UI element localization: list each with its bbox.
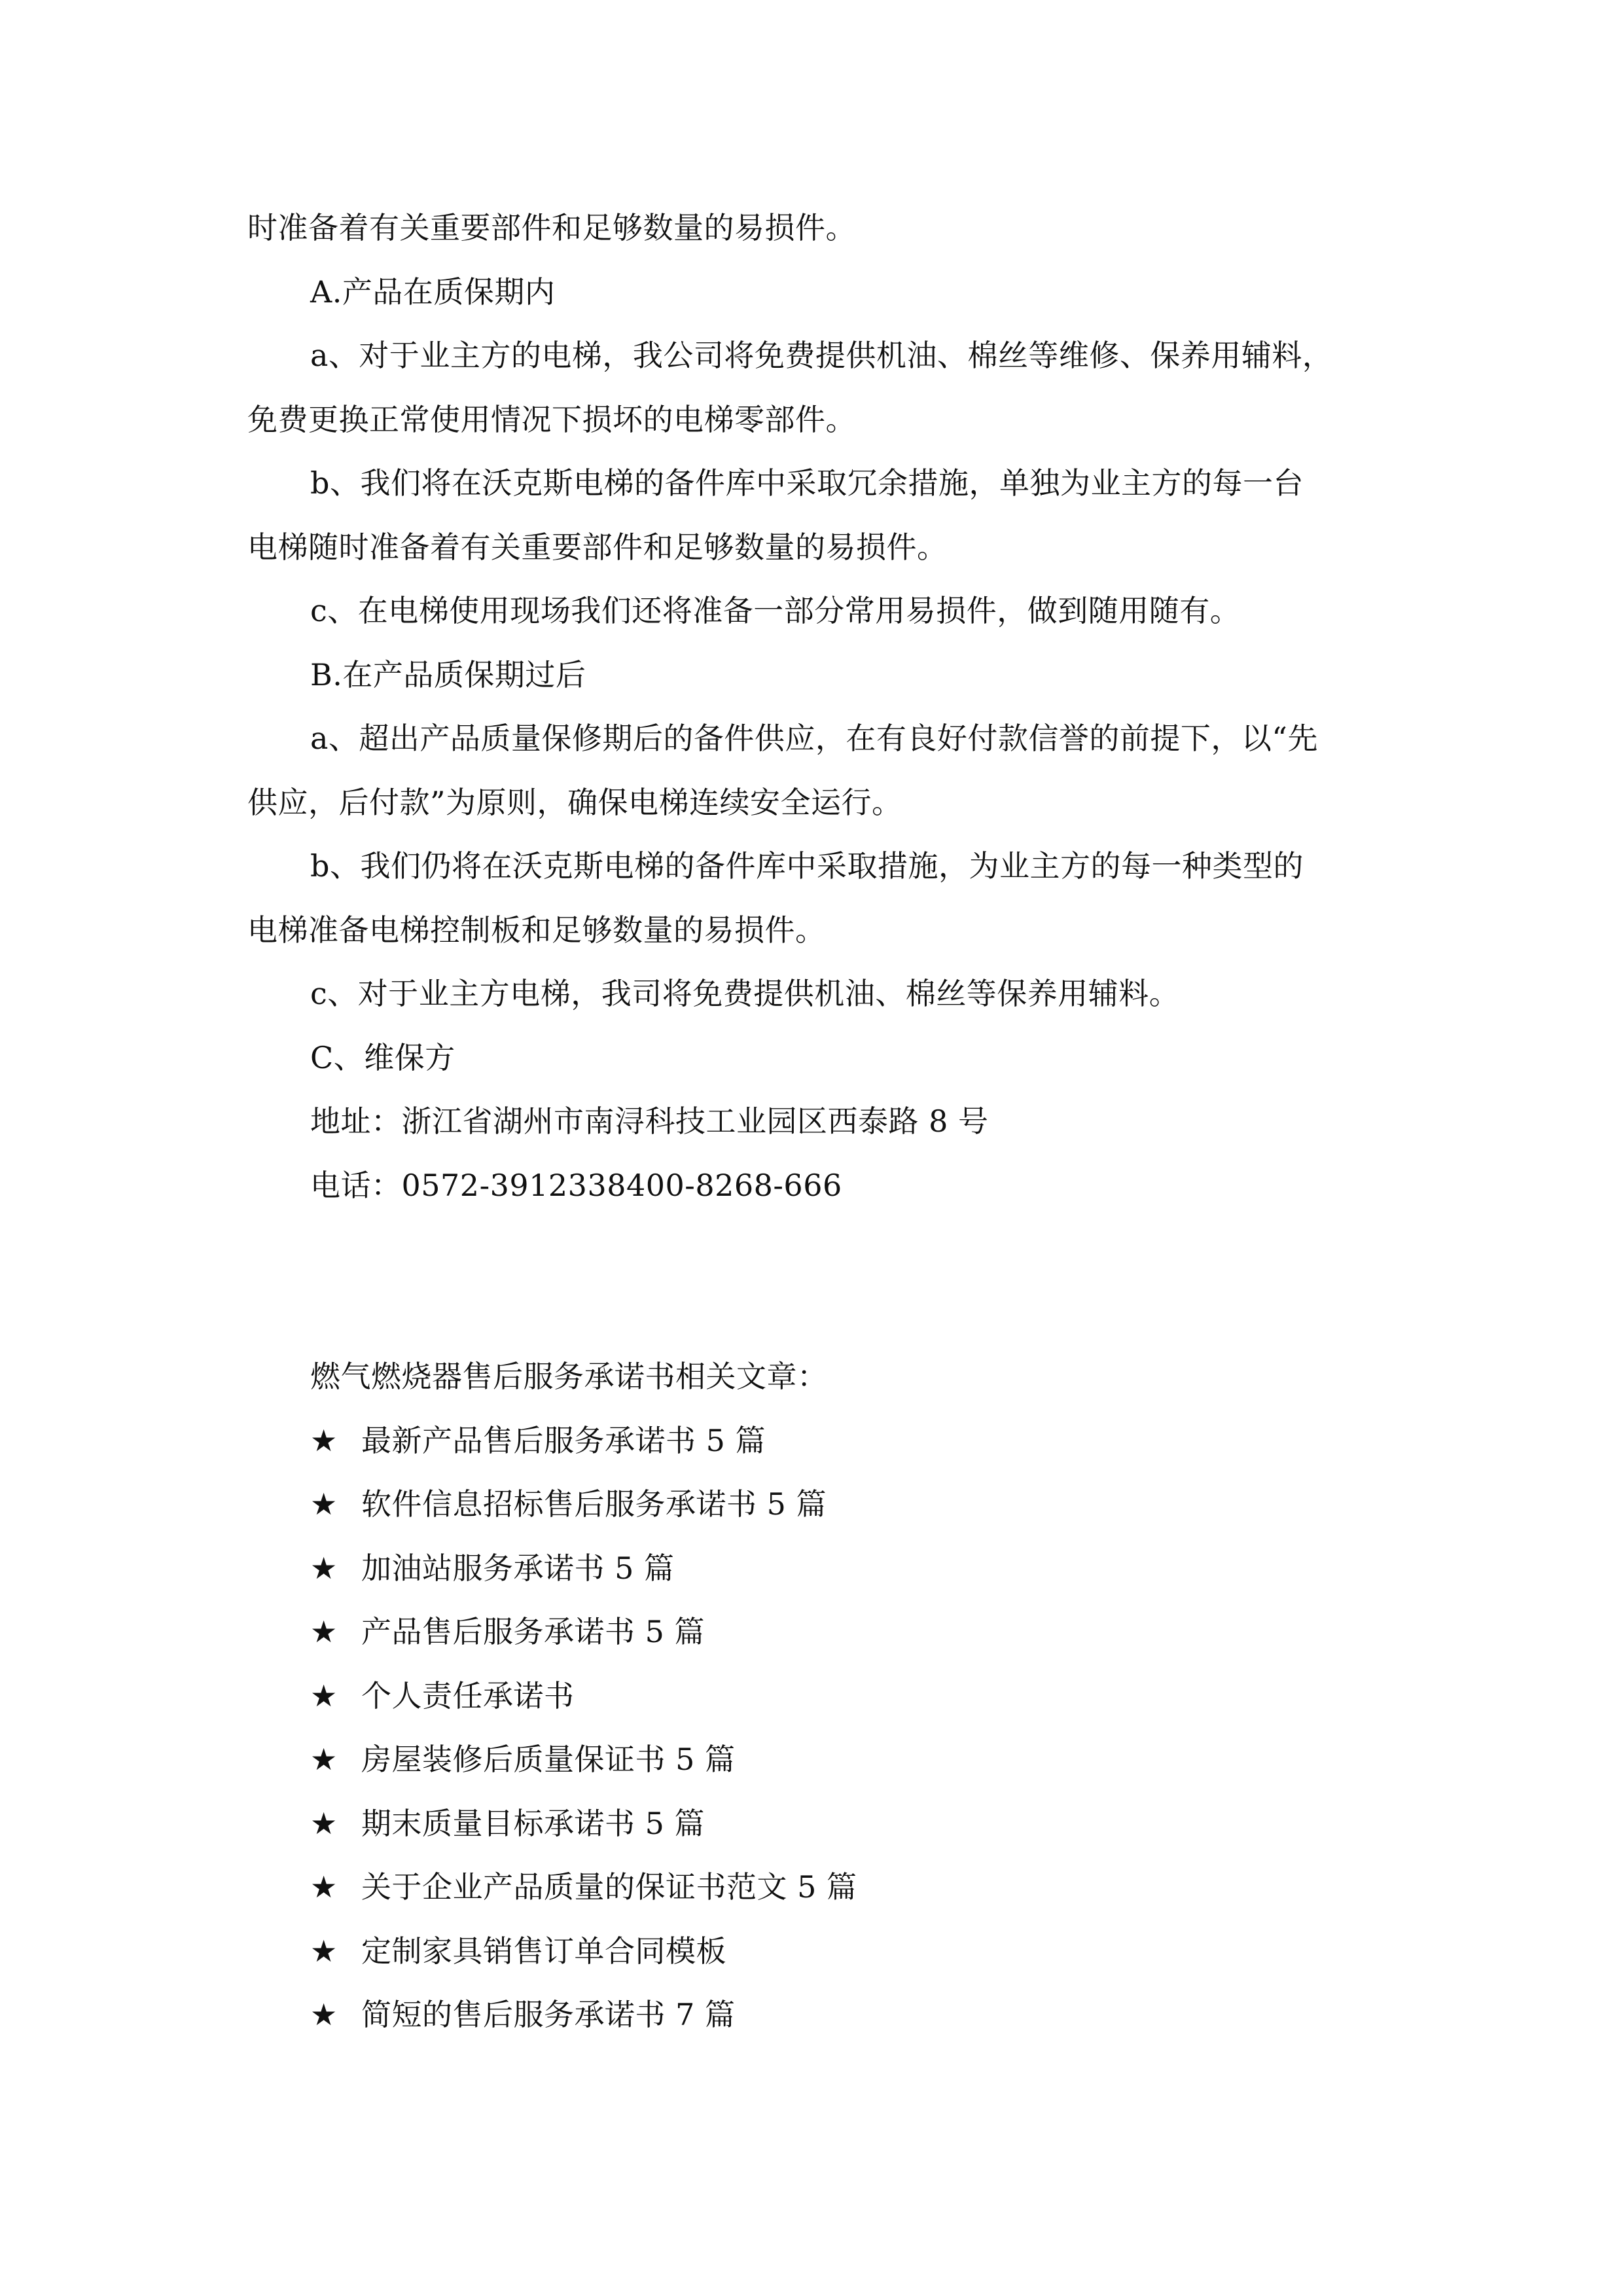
phone-line: 电话：0572-3912338400-8268-666 — [310, 1167, 842, 1203]
paragraph-line: 时准备着有关重要部件和足够数量的易损件。 — [247, 210, 856, 245]
paragraph-line: b、我们仍将在沃克斯电梯的备件库中采取措施，为业主方的每一种类型的 — [310, 848, 1304, 884]
star-icon: ★ — [310, 1997, 338, 2032]
paragraph-line: c、在电梯使用现场我们还将准备一部分常用易损件，做到随用随有。 — [310, 593, 1241, 628]
paragraph-line: a、超出产品质量保修期后的备件供应，在有良好付款信誉的前提下，以“先 — [310, 721, 1318, 756]
related-article-title: 加油站服务承诺书 5 篇 — [361, 1550, 675, 1586]
star-icon: ★ — [310, 1805, 338, 1841]
related-article-link[interactable] — [310, 1600, 1380, 1664]
related-articles-heading: 燃气燃烧器售后服务承诺书相关文章： — [310, 1359, 828, 1394]
paragraph-line: 免费更换正常使用情况下损坏的电梯零部件。 — [247, 401, 856, 437]
related-article-title: 关于企业产品质量的保证书范文 5 篇 — [361, 1869, 857, 1905]
related-article-title: 期末质量目标承诺书 5 篇 — [361, 1805, 705, 1841]
paragraph-line: 供应，后付款”为原则，确保电梯连续安全运行。 — [247, 784, 902, 820]
star-icon: ★ — [310, 1869, 338, 1905]
star-icon: ★ — [310, 1486, 338, 1522]
related-article-link[interactable] — [310, 1856, 1380, 1920]
document-body — [247, 196, 1380, 1217]
related-article-title: 软件信息招标售后服务承诺书 5 篇 — [361, 1486, 827, 1522]
related-article-link[interactable] — [310, 1983, 1380, 2047]
star-icon: ★ — [310, 1614, 338, 1649]
paragraph-line: a、对于业主方的电梯，我公司将免费提供机油、棉丝等维修、保养用辅料， — [310, 338, 1333, 373]
paragraph-line: b、我们将在沃克斯电梯的备件库中采取冗余措施，单独为业主方的每一台 — [310, 465, 1304, 501]
star-icon: ★ — [310, 1550, 338, 1586]
related-article-title: 产品售后服务承诺书 5 篇 — [361, 1614, 705, 1649]
section-heading-a: A.产品在质保期内 — [310, 274, 556, 310]
section-heading-c: C、维保方 — [310, 1039, 455, 1075]
related-articles — [310, 1345, 1380, 2047]
star-icon: ★ — [310, 1742, 338, 1777]
paragraph-line: 电梯准备电梯控制板和足够数量的易损件。 — [247, 912, 826, 948]
related-article-link[interactable] — [310, 1728, 1380, 1792]
related-article-title: 房屋装修后质量保证书 5 篇 — [361, 1742, 736, 1777]
star-icon: ★ — [310, 1677, 338, 1713]
paragraph-line: c、对于业主方电梯，我司将免费提供机油、棉丝等保养用辅料。 — [310, 976, 1180, 1011]
paragraph-line: 电梯随时准备着有关重要部件和足够数量的易损件。 — [247, 529, 948, 565]
related-article-title: 最新产品售后服务承诺书 5 篇 — [361, 1422, 766, 1458]
star-icon: ★ — [310, 1422, 338, 1458]
address-line: 地址：浙江省湖州市南浔科技工业园区西泰路 8 号 — [310, 1103, 989, 1139]
related-article-link[interactable] — [310, 1920, 1380, 1984]
section-heading-b: B.在产品质保期过后 — [310, 656, 586, 692]
related-article-link[interactable] — [310, 1664, 1380, 1729]
related-article-link[interactable] — [310, 1473, 1380, 1537]
related-article-link[interactable] — [310, 1792, 1380, 1856]
star-icon: ★ — [310, 1933, 338, 1969]
related-article-title: 定制家具销售订单合同模板 — [361, 1933, 726, 1969]
related-article-link[interactable] — [310, 1409, 1380, 1473]
related-article-title: 个人责任承诺书 — [361, 1677, 575, 1713]
related-article-link[interactable] — [310, 1537, 1380, 1601]
related-article-title: 简短的售后服务承诺书 7 篇 — [361, 1997, 736, 2032]
